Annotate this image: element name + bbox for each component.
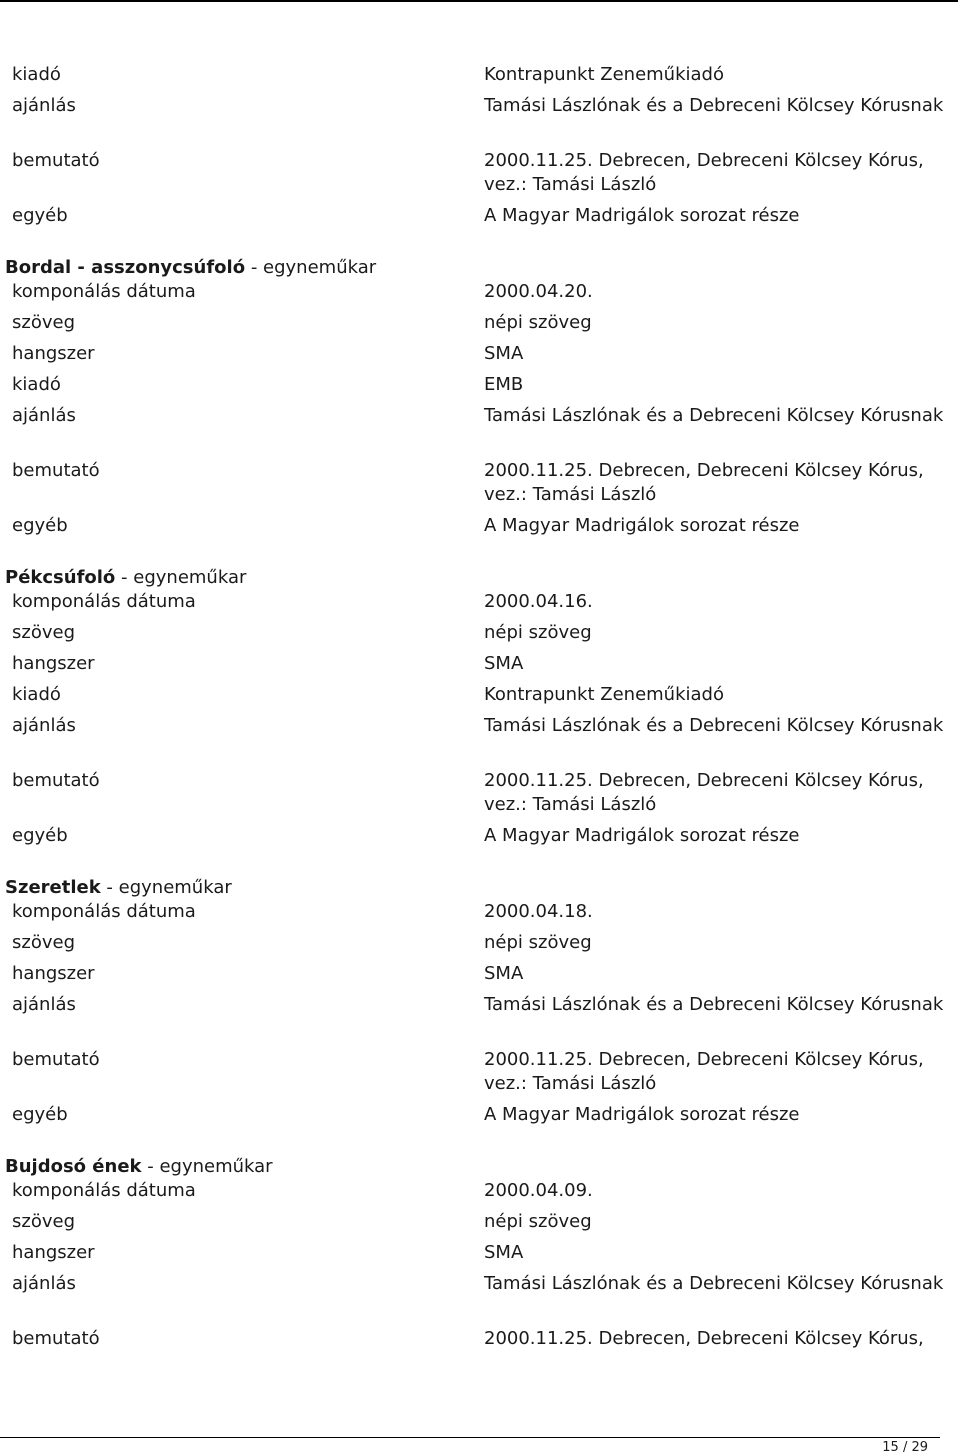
field-row [0,1327,960,1358]
field-value: Tamási Lászlónak és a Debreceni Kölcsey Kórusnak [484,994,944,1015]
field-label: szöveg [12,312,75,333]
field-value: népi szöveg [484,312,592,333]
field-value: SMA [484,653,524,674]
field-row [0,993,960,1048]
footer-rule [0,1437,940,1438]
field-value: EMB [484,374,524,395]
work-heading [0,1155,960,1179]
field-label: hangszer [12,963,95,984]
field-label: ajánlás [12,1273,76,1294]
field-value: Kontrapunkt Zeneműkiadó [484,64,724,85]
field-label: bemutató [12,150,100,171]
field-label: komponálás dátuma [12,1180,196,1201]
field-label: egyéb [12,205,68,226]
work-kind: - egyneműkar [250,257,377,278]
field-row [0,204,960,235]
field-row [0,342,960,373]
field-label: szöveg [12,1211,75,1232]
works-catalog [0,63,960,1358]
field-row [0,459,960,514]
field-value: A Magyar Madrigálok sorozat része [484,825,800,846]
field-row [0,373,960,404]
field-label: hangszer [12,653,95,674]
field-row [0,683,960,714]
field-value: 2000.04.18. [484,901,593,922]
field-row [0,280,960,304]
field-value: Tamási Lászlónak és a Debreceni Kölcsey Kórusnak [484,95,944,116]
field-label: kiadó [12,684,61,705]
field-value: népi szöveg [484,622,592,643]
field-label: bemutató [12,770,100,791]
top-rule [0,0,958,2]
field-row [0,1272,960,1327]
field-label: kiadó [12,64,61,85]
field-row [0,1048,960,1103]
field-value: SMA [484,343,524,364]
field-label: ajánlás [12,715,76,736]
field-row [0,769,960,824]
work-title: Bordal - asszonycsúfoló [5,257,246,278]
field-row [0,824,960,855]
field-label: egyéb [12,1104,68,1125]
field-value: 2000.04.16. [484,591,593,612]
field-row [0,1103,960,1134]
field-value: 2000.11.25. Debrecen, Debreceni Kölcsey Kórus, vez.: Tamási László [484,150,924,195]
field-label: kiadó [12,374,61,395]
field-row [0,931,960,962]
field-value: 2000.11.25. Debrecen, Debreceni Kölcsey Kórus, vez.: Tamási László [484,1049,924,1094]
work-heading [0,256,960,280]
field-label: bemutató [12,460,100,481]
field-value: 2000.11.25. Debrecen, Debreceni Kölcsey Kórus, vez.: Tamási László [484,460,924,505]
field-value: A Magyar Madrigálok sorozat része [484,205,800,226]
field-label: bemutató [12,1049,100,1070]
field-row [0,621,960,652]
field-row [0,590,960,614]
field-row [0,149,960,204]
field-label: hangszer [12,1242,95,1263]
work-kind: - egyneműkar [147,1156,273,1177]
field-label: bemutató [12,1328,100,1349]
field-row [0,514,960,545]
field-label: egyéb [12,515,68,536]
page-number: 15 / 29 [882,1440,928,1455]
field-value: A Magyar Madrigálok sorozat része [484,515,800,536]
work-kind: - egyneműkar [121,567,247,588]
field-label: ajánlás [12,405,76,426]
field-row [0,311,960,342]
field-row [0,404,960,459]
work-kind: - egyneműkar [106,877,232,898]
field-label: szöveg [12,932,75,953]
work-title: Bujdosó ének [5,1156,142,1177]
field-value: Tamási Lászlónak és a Debreceni Kölcsey Kórusnak [484,715,944,736]
field-row [0,94,960,149]
field-value: 2000.11.25. Debrecen, Debreceni Kölcsey Kórus, vez.: Tamási László [484,770,924,815]
field-label: komponálás dátuma [12,591,196,612]
work-heading [0,876,960,900]
field-value: A Magyar Madrigálok sorozat része [484,1104,800,1125]
field-row [0,652,960,683]
field-value: SMA [484,963,524,984]
field-row [0,900,960,924]
field-label: hangszer [12,343,95,364]
field-row [0,1179,960,1203]
field-label: komponálás dátuma [12,281,196,302]
field-value: 2000.04.09. [484,1180,593,1201]
field-label: szöveg [12,622,75,643]
field-value: Tamási Lászlónak és a Debreceni Kölcsey Kórusnak [484,405,944,426]
field-value: népi szöveg [484,1211,592,1232]
field-row [0,962,960,993]
field-label: ajánlás [12,95,76,116]
field-label: ajánlás [12,994,76,1015]
field-value: 2000.04.20. [484,281,593,302]
field-value: Kontrapunkt Zeneműkiadó [484,684,724,705]
field-value: SMA [484,1242,524,1263]
field-label: komponálás dátuma [12,901,196,922]
field-value: 2000.11.25. Debrecen, Debreceni Kölcsey Kórus, [484,1328,924,1349]
field-label: egyéb [12,825,68,846]
field-row [0,1241,960,1272]
field-row [0,63,960,94]
field-row [0,714,960,769]
work-title: Pékcsúfoló [5,567,116,588]
field-value: népi szöveg [484,932,592,953]
work-heading [0,566,960,590]
work-title: Szeretlek [5,877,101,898]
field-value: Tamási Lászlónak és a Debreceni Kölcsey Kórusnak [484,1273,944,1294]
field-row [0,1210,960,1241]
